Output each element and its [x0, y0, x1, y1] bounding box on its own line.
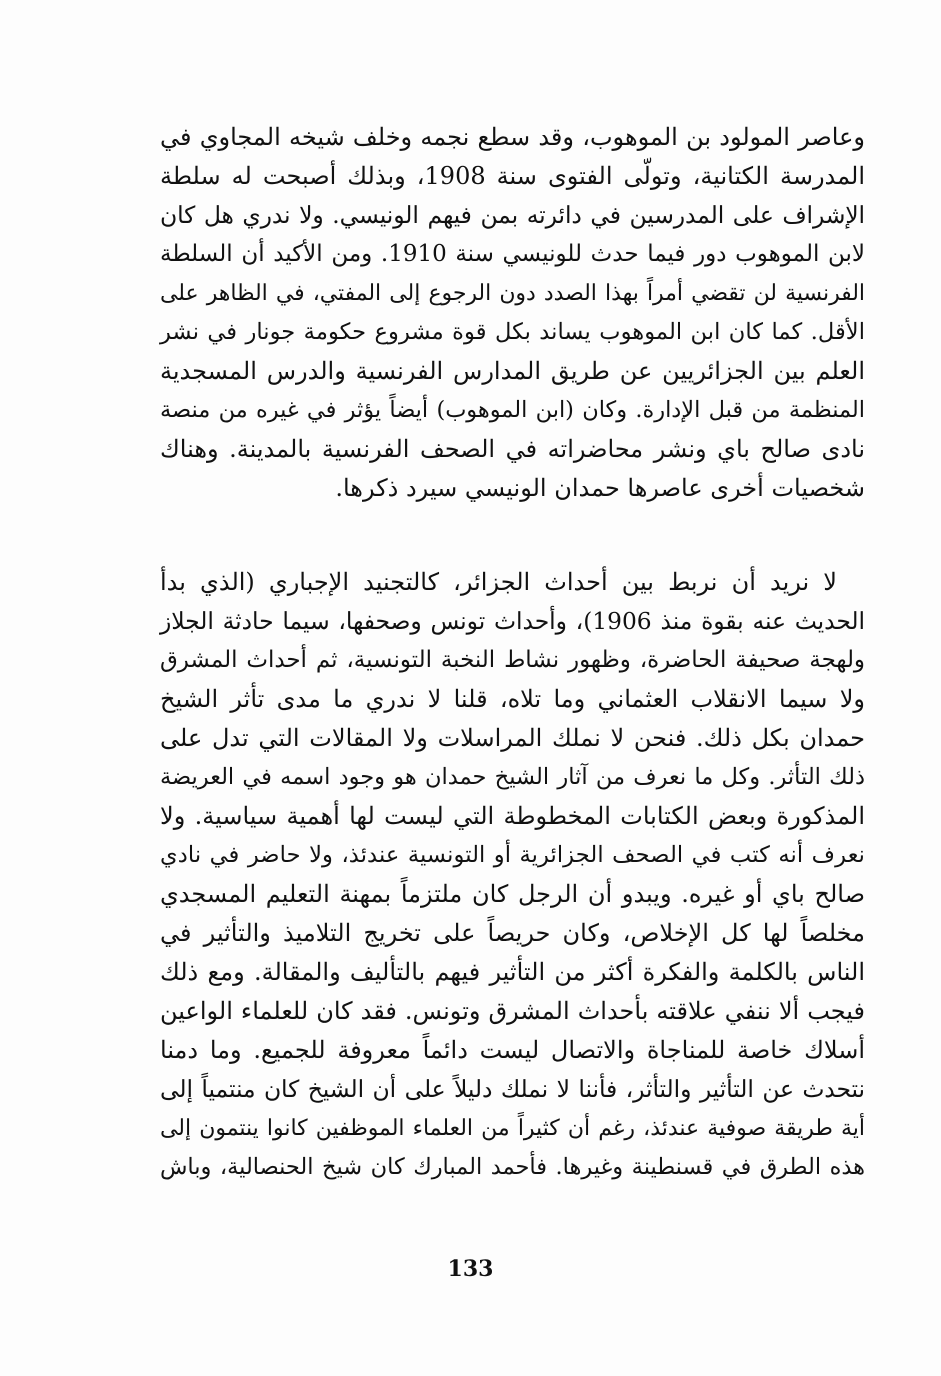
text-line: وعاصر المولود بن الموهوب، وقد سطع نجمه وخلف شيخه المجاوي في	[160, 123, 865, 151]
text-line: أية طريقة صوفية عندئذ، رغم أن كثيراً من العلماء الموظفين كانوا ينتمون إلى	[160, 1116, 865, 1141]
text-line: حمدان بكل ذلك. فنحن لا نملك المراسلات ولا المقالات التي تدل على	[160, 724, 865, 752]
text-line: شخصيات أخرى عاصرها حمدان الونيسي سيرد ذكرها.	[335, 474, 865, 502]
text-line: هذه الطرق في قسنطينة وغيرها. فأحمد المبارك كان شيخ الحنصالية، وباش	[160, 1154, 865, 1180]
text-line: أسلاك خاصة للمناجاة والاتصال ليست دائماً معروفة للجميع. وما دمنا	[160, 1036, 865, 1064]
page-number: 133	[447, 1256, 494, 1282]
text-line: لا نريد أن نربط بين أحداث الجزائر، كالتجنيد الإجباري (الذي بدأ	[160, 568, 837, 596]
text-line: المذكورة وبعض الكتابات المخطوطة التي ليست لها أهمية سياسية. ولا	[160, 802, 865, 830]
text-line: فيجب ألا ننفي علاقته بأحداث المشرق وتونس. فقد كان للعلماء الواعين	[160, 997, 865, 1025]
text-line: نتحدث عن التأثير والتأثر، فأننا لا نملك دليلاً على أن الشيخ كان منتمياً إلى	[160, 1076, 865, 1103]
text-line: نعرف أنه كتب في الصحف الجزائرية أو التونسية عندئذ، ولا حاضر في نادي	[160, 842, 865, 868]
text-line: الحديث عنه بقوة منذ 1906)، وأحداث تونس وصحفها، سيما حادثة الجلاز	[160, 608, 865, 635]
text-line: ولهجة صحيفة الحاضرة، وظهور نشاط النخبة التونسية، ثم أحداث المشرق	[160, 647, 865, 673]
text-line: نادى صالح باي ونشر محاضراته في الصحف الفرنسية بالمدينة. وهناك	[160, 435, 865, 463]
text-line: المدرسة الكتانية، وتولّى الفتوى سنة 1908، وبذلك أصبحت له سلطة	[160, 162, 865, 190]
paragraph-1	[160, 118, 865, 508]
text-line: مخلصاً لها كل الإخلاص، وكان حريصاً على تخريج التلاميذ والتأثير في	[160, 919, 865, 947]
text-line: ذلك التأثر. وكل ما نعرف من آثار الشيخ حمدان هو وجود اسمه في العريضة	[160, 764, 865, 790]
text-line: الفرنسية لن تقضي أمراً بهذا الصدد دون الرجوع إلى المفتي، في الظاهر على	[160, 281, 865, 306]
text-line: ولا سيما الانقلاب العثماني وما تلاه، قلنا لا ندري ما مدى تأثر الشيخ	[160, 685, 865, 713]
text-line: الأقل. كما كان ابن الموهوب يساند بكل قوة مشروع حكومة جونار في نشر	[160, 319, 865, 345]
text-line: صالح باي أو غيره. ويبدو أن الرجل كان ملتزماً بمهنة التعليم المسجدي	[160, 880, 865, 908]
text-line: لابن الموهوب دور فيما حدث للونيسي سنة 1910. ومن الأكيد أن السلطة	[160, 241, 865, 267]
paragraph-2	[160, 563, 865, 1187]
text-line: الإشراف على المدرسين في دائرته بمن فيهم الونيسي. ولا ندري هل كان	[160, 202, 865, 229]
text-line: العلم بين الجزائريين عن طريق المدارس الفرنسية والدرس المسجدية	[160, 357, 865, 385]
text-line: الناس بالكلمة والفكرة أكثر من التأثير فيهم بالتأليف والمقالة. ومع ذلك	[160, 958, 865, 986]
text-line: المنظمة من قبل الإدارة. وكان (ابن الموهوب) أيضاً يؤثر في غيره من منصة	[160, 397, 865, 423]
